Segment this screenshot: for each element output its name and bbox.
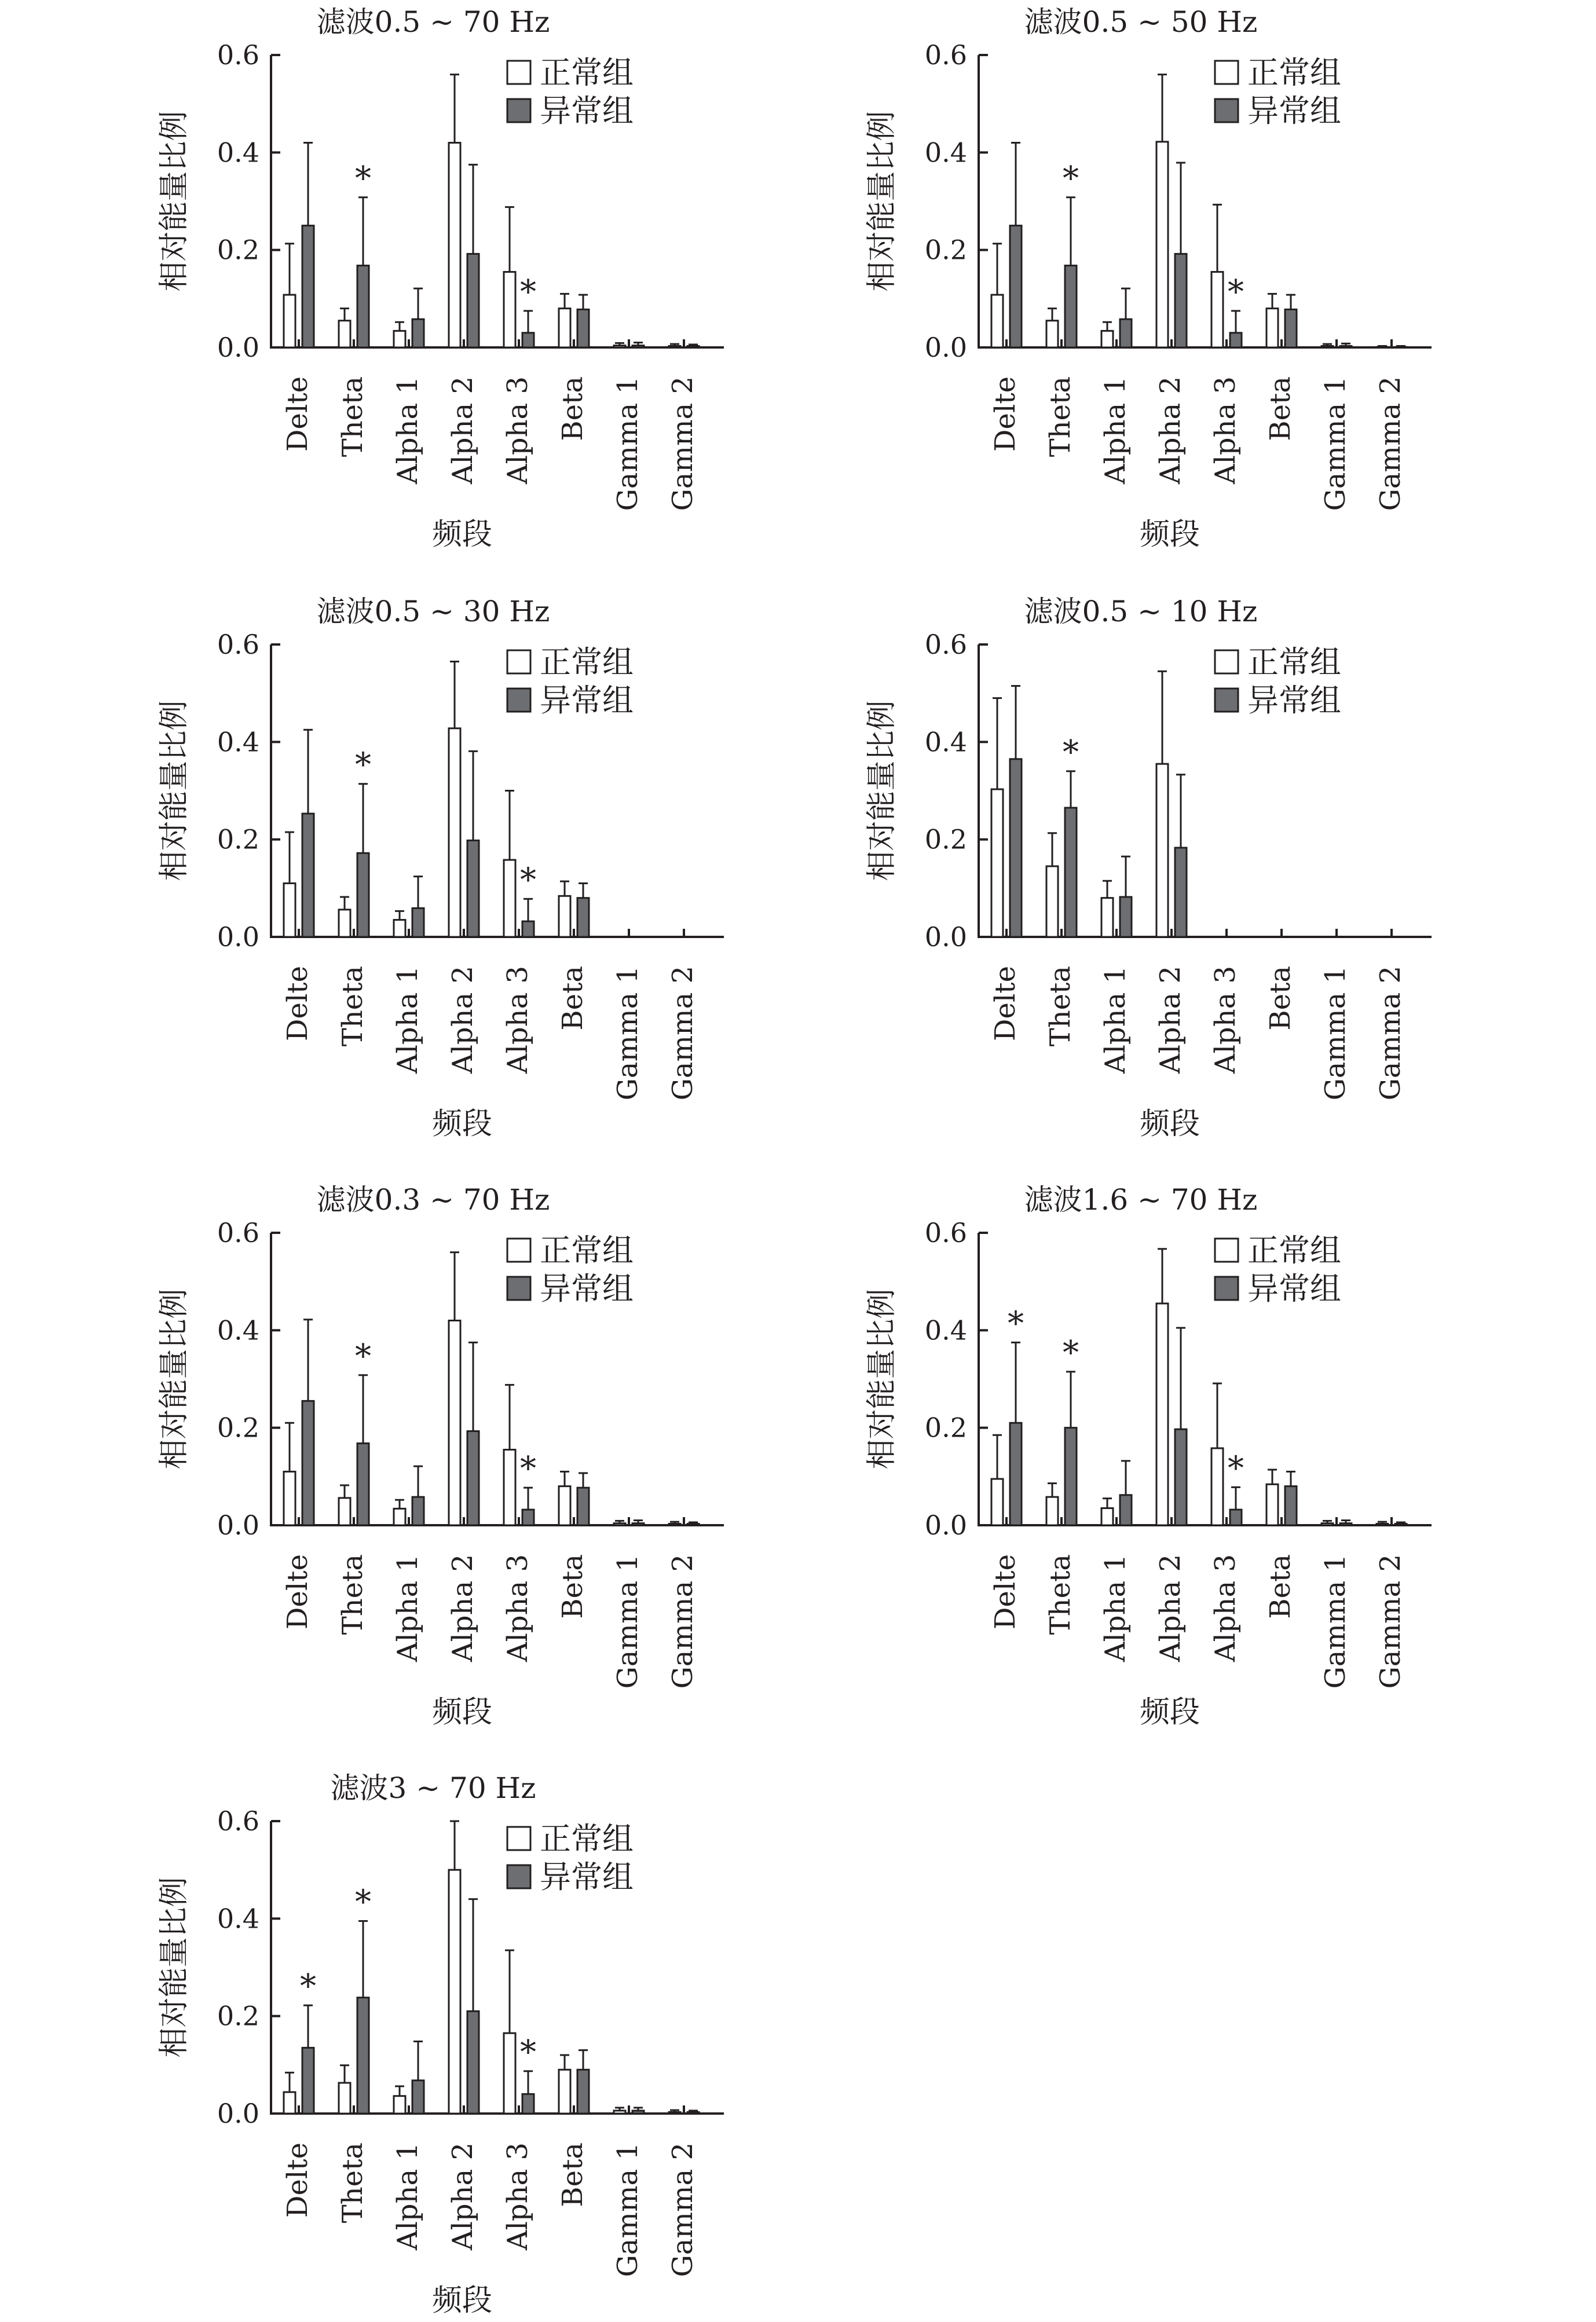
significance-star: * bbox=[520, 273, 536, 311]
significance-star: * bbox=[1228, 1449, 1244, 1488]
x-tick-label: Beta bbox=[557, 2142, 589, 2207]
x-tick-label: Beta bbox=[557, 376, 589, 441]
y-tick-label: 0.0 bbox=[924, 1510, 967, 1541]
x-tick-label: Alpha 3 bbox=[1209, 1554, 1242, 1662]
y-tick-label: 0.2 bbox=[217, 1412, 259, 1444]
chart-title: 滤波1.6 ~ 70 Hz bbox=[1024, 1183, 1258, 1217]
legend-label: 正常组 bbox=[540, 1821, 634, 1857]
x-tick-label: Alpha 2 bbox=[446, 2142, 479, 2251]
bar-normal bbox=[284, 2092, 295, 2114]
y-tick-label: 0.4 bbox=[924, 137, 967, 169]
bar-abnormal bbox=[687, 2112, 699, 2114]
bar-abnormal bbox=[1065, 266, 1077, 347]
y-tick-label: 0.0 bbox=[217, 921, 259, 953]
legend-label: 正常组 bbox=[1247, 54, 1341, 91]
y-axis-title: 相对能量比例 bbox=[157, 1877, 192, 2058]
bar-normal bbox=[1156, 142, 1168, 347]
x-axis-title: 频段 bbox=[431, 1695, 493, 1730]
legend-label: 异常组 bbox=[1247, 1270, 1341, 1307]
bar-normal bbox=[394, 920, 405, 937]
legend-swatch-abnormal bbox=[507, 688, 530, 712]
legend-swatch-normal bbox=[507, 1827, 530, 1850]
chart-panel bbox=[157, 1183, 724, 1730]
chart-panel bbox=[865, 595, 1432, 1141]
legend-swatch-abnormal bbox=[507, 1277, 530, 1300]
significance-star: * bbox=[520, 1450, 536, 1488]
x-tick-label: Beta bbox=[1264, 376, 1297, 441]
bar-abnormal bbox=[522, 1510, 534, 1525]
y-tick-label: 0.0 bbox=[924, 332, 967, 363]
x-axis-title: 频段 bbox=[431, 2283, 493, 2318]
y-tick-label: 0.2 bbox=[217, 2000, 259, 2032]
x-tick-label: Beta bbox=[557, 966, 589, 1031]
bar-normal bbox=[1156, 1303, 1168, 1525]
legend-swatch-normal bbox=[1215, 1239, 1238, 1262]
significance-star: * bbox=[355, 1883, 371, 1921]
significance-star: * bbox=[355, 159, 371, 197]
legend-swatch-normal bbox=[1215, 61, 1238, 84]
legend-label: 异常组 bbox=[1247, 93, 1341, 129]
x-tick-label: Gamma 2 bbox=[1374, 1554, 1407, 1689]
y-tick-label: 0.0 bbox=[217, 332, 259, 363]
x-tick-label: Gamma 1 bbox=[1319, 376, 1352, 511]
bar-abnormal bbox=[1120, 897, 1132, 937]
bar-normal bbox=[669, 1523, 680, 1525]
chart-title: 滤波0.5 ~ 10 Hz bbox=[1024, 595, 1258, 628]
bar-normal bbox=[394, 1508, 405, 1525]
y-tick-label: 0.4 bbox=[217, 1903, 259, 1935]
bar-abnormal bbox=[1175, 254, 1187, 347]
x-tick-label: Gamma 2 bbox=[1374, 376, 1407, 511]
bar-abnormal bbox=[632, 2111, 644, 2114]
bar-normal bbox=[504, 1450, 515, 1525]
bar-abnormal bbox=[467, 840, 479, 937]
bar-normal bbox=[1046, 321, 1058, 347]
bar-abnormal bbox=[412, 908, 424, 937]
y-tick-label: 0.4 bbox=[924, 726, 967, 758]
chart-title: 滤波0.3 ~ 70 Hz bbox=[316, 1183, 550, 1217]
x-tick-label: Alpha 1 bbox=[391, 1554, 424, 1662]
bar-normal bbox=[614, 346, 625, 347]
significance-star: * bbox=[355, 746, 371, 784]
y-tick-label: 0.6 bbox=[924, 1217, 967, 1248]
x-tick-label: Gamma 1 bbox=[612, 2142, 644, 2277]
y-tick-label: 0.0 bbox=[924, 921, 967, 953]
bar-abnormal bbox=[1065, 1428, 1077, 1525]
legend-label: 异常组 bbox=[1247, 682, 1341, 719]
bar-abnormal bbox=[632, 1523, 644, 1525]
bar-abnormal bbox=[632, 346, 644, 347]
y-tick-label: 0.0 bbox=[217, 1510, 259, 1541]
y-tick-label: 0.0 bbox=[217, 2098, 259, 2129]
bar-normal bbox=[669, 2112, 680, 2114]
bar-abnormal bbox=[1175, 1429, 1187, 1525]
significance-star: * bbox=[1063, 733, 1079, 771]
significance-star: * bbox=[1063, 1334, 1079, 1372]
x-tick-label: Alpha 1 bbox=[391, 376, 424, 485]
bar-normal bbox=[991, 789, 1003, 937]
y-tick-label: 0.4 bbox=[924, 1314, 967, 1346]
x-tick-label: Alpha 3 bbox=[1209, 376, 1242, 485]
x-tick-label: Alpha 3 bbox=[502, 966, 534, 1074]
bar-abnormal bbox=[357, 853, 369, 937]
bar-abnormal bbox=[1065, 808, 1077, 937]
legend-label: 正常组 bbox=[540, 1232, 634, 1269]
bar-abnormal bbox=[357, 266, 369, 347]
legend-swatch-normal bbox=[507, 1239, 530, 1262]
bar-abnormal bbox=[412, 1497, 424, 1525]
bar-normal bbox=[449, 728, 460, 937]
significance-star: * bbox=[300, 1968, 316, 2006]
x-tick-label: Alpha 3 bbox=[502, 1554, 534, 1662]
bar-normal bbox=[1101, 331, 1113, 347]
significance-star: * bbox=[520, 2033, 536, 2071]
x-tick-label: Gamma 2 bbox=[667, 1554, 699, 1689]
bar-abnormal bbox=[412, 319, 424, 347]
y-tick-label: 0.2 bbox=[924, 823, 967, 855]
bar-normal bbox=[339, 1498, 350, 1525]
bar-normal bbox=[1322, 1523, 1333, 1525]
y-axis-title: 相对能量比例 bbox=[865, 700, 899, 881]
bar-normal bbox=[1101, 1508, 1113, 1525]
x-tick-label: Alpha 2 bbox=[1154, 376, 1187, 485]
bar-normal bbox=[284, 295, 295, 347]
bar-normal bbox=[1211, 272, 1223, 347]
chart-title: 滤波0.5 ~ 70 Hz bbox=[316, 5, 550, 39]
x-tick-label: Alpha 3 bbox=[502, 376, 534, 485]
bar-abnormal bbox=[1395, 1523, 1407, 1525]
y-tick-label: 0.2 bbox=[924, 1412, 967, 1444]
legend-swatch-normal bbox=[507, 650, 530, 673]
x-tick-label: Gamma 1 bbox=[612, 376, 644, 511]
bar-normal bbox=[559, 309, 570, 347]
y-axis-title: 相对能量比例 bbox=[157, 1288, 192, 1470]
bar-normal bbox=[614, 1523, 625, 1525]
bar-normal bbox=[1046, 1497, 1058, 1525]
x-tick-label: Beta bbox=[557, 1554, 589, 1619]
bar-abnormal bbox=[302, 2048, 314, 2114]
bar-abnormal bbox=[1010, 1423, 1022, 1525]
bar-abnormal bbox=[522, 2094, 534, 2114]
bar-normal bbox=[449, 1321, 460, 1526]
y-axis-title: 相对能量比例 bbox=[865, 111, 899, 292]
legend-label: 正常组 bbox=[540, 54, 634, 91]
bar-normal bbox=[504, 2033, 515, 2114]
bar-abnormal bbox=[1010, 226, 1022, 347]
x-tick-label: Gamma 2 bbox=[1374, 966, 1407, 1101]
significance-star: * bbox=[520, 861, 536, 899]
bar-normal bbox=[394, 331, 405, 347]
x-tick-label: Delte bbox=[281, 2142, 314, 2218]
bar-abnormal bbox=[687, 1523, 699, 1525]
x-tick-label: Theta bbox=[1044, 1554, 1077, 1635]
x-tick-label: Delte bbox=[281, 376, 314, 452]
chart-panel bbox=[865, 5, 1432, 552]
x-tick-label: Theta bbox=[336, 376, 369, 457]
x-tick-label: Beta bbox=[1264, 966, 1297, 1031]
bar-normal bbox=[449, 143, 460, 348]
x-tick-label: Alpha 1 bbox=[1099, 376, 1132, 485]
x-tick-label: Gamma 1 bbox=[1319, 966, 1352, 1101]
bar-abnormal bbox=[577, 1488, 589, 1525]
bar-normal bbox=[339, 2083, 350, 2114]
bar-normal bbox=[559, 896, 570, 937]
legend-label: 异常组 bbox=[540, 1270, 634, 1307]
bar-normal bbox=[1156, 764, 1168, 937]
x-tick-label: Alpha 3 bbox=[1209, 966, 1242, 1074]
significance-star: * bbox=[1008, 1305, 1024, 1343]
bar-normal bbox=[339, 321, 350, 347]
legend-label: 异常组 bbox=[540, 1859, 634, 1895]
bar-abnormal bbox=[467, 1431, 479, 1525]
legend-swatch-abnormal bbox=[1215, 99, 1238, 122]
legend-swatch-abnormal bbox=[507, 1865, 530, 1888]
bar-abnormal bbox=[1120, 1495, 1132, 1525]
bar-normal bbox=[614, 2111, 625, 2114]
bar-abnormal bbox=[687, 346, 699, 347]
bar-abnormal bbox=[357, 1998, 369, 2114]
bar-normal bbox=[284, 1471, 295, 1525]
bar-abnormal bbox=[1230, 1510, 1242, 1525]
bar-abnormal bbox=[1285, 309, 1297, 347]
legend-label: 正常组 bbox=[1247, 1232, 1341, 1269]
x-tick-label: Theta bbox=[336, 2142, 369, 2224]
bar-abnormal bbox=[1340, 346, 1352, 347]
x-tick-label: Theta bbox=[336, 1554, 369, 1635]
bar-normal bbox=[394, 2096, 405, 2114]
bar-normal bbox=[449, 1870, 460, 2114]
bar-abnormal bbox=[1285, 1486, 1297, 1525]
chart-title: 滤波3 ~ 70 Hz bbox=[330, 1771, 536, 1805]
bar-abnormal bbox=[302, 226, 314, 347]
bar-normal bbox=[1046, 866, 1058, 937]
y-tick-label: 0.2 bbox=[217, 823, 259, 855]
x-axis-title: 频段 bbox=[431, 517, 493, 552]
y-tick-label: 0.6 bbox=[217, 1217, 259, 1248]
y-tick-label: 0.6 bbox=[217, 39, 259, 71]
bar-normal bbox=[559, 1486, 570, 1525]
chart-panel bbox=[157, 595, 724, 1141]
y-tick-label: 0.4 bbox=[217, 137, 259, 169]
y-axis-title: 相对能量比例 bbox=[865, 1288, 899, 1470]
x-axis-title: 频段 bbox=[1139, 1107, 1200, 1141]
significance-star: * bbox=[1063, 159, 1079, 197]
x-tick-label: Alpha 2 bbox=[446, 1554, 479, 1662]
y-tick-label: 0.6 bbox=[217, 629, 259, 660]
legend-label: 正常组 bbox=[1247, 644, 1341, 680]
bar-abnormal bbox=[1120, 319, 1132, 347]
x-axis-title: 频段 bbox=[431, 1107, 493, 1141]
x-tick-label: Delte bbox=[281, 966, 314, 1041]
bar-normal bbox=[1211, 1448, 1223, 1525]
bar-abnormal bbox=[1340, 1523, 1352, 1525]
x-tick-label: Gamma 1 bbox=[612, 1554, 644, 1689]
bar-abnormal bbox=[1230, 333, 1242, 347]
bar-normal bbox=[284, 883, 295, 937]
bar-normal bbox=[339, 910, 350, 937]
x-axis-title: 频段 bbox=[1139, 1695, 1200, 1730]
y-tick-label: 0.2 bbox=[924, 234, 967, 266]
bar-normal bbox=[504, 860, 515, 937]
x-tick-label: Gamma 2 bbox=[667, 2142, 699, 2277]
bar-abnormal bbox=[577, 2070, 589, 2114]
x-axis-title: 频段 bbox=[1139, 517, 1200, 552]
legend-swatch-normal bbox=[507, 61, 530, 84]
x-tick-label: Alpha 3 bbox=[502, 2142, 534, 2251]
legend-swatch-abnormal bbox=[1215, 1277, 1238, 1300]
bar-abnormal bbox=[522, 921, 534, 937]
x-tick-label: Delte bbox=[989, 376, 1022, 452]
bar-abnormal bbox=[1010, 759, 1022, 937]
significance-star: * bbox=[355, 1337, 371, 1375]
x-tick-label: Delte bbox=[281, 1554, 314, 1629]
bar-normal bbox=[991, 1479, 1003, 1525]
chart-panel bbox=[157, 1771, 724, 2318]
legend-swatch-abnormal bbox=[507, 99, 530, 122]
bar-normal bbox=[1266, 1484, 1278, 1525]
y-tick-label: 0.6 bbox=[217, 1805, 259, 1837]
x-tick-label: Alpha 1 bbox=[1099, 1554, 1132, 1662]
y-axis-title: 相对能量比例 bbox=[157, 700, 192, 881]
x-tick-label: Alpha 1 bbox=[1099, 966, 1132, 1074]
bar-abnormal bbox=[577, 898, 589, 937]
x-tick-label: Gamma 1 bbox=[1319, 1554, 1352, 1689]
bar-abnormal bbox=[302, 814, 314, 937]
bar-abnormal bbox=[1175, 848, 1187, 937]
x-tick-label: Delte bbox=[989, 1554, 1022, 1629]
bar-normal bbox=[669, 346, 680, 347]
x-tick-label: Theta bbox=[336, 966, 369, 1047]
bar-abnormal bbox=[467, 2011, 479, 2114]
y-tick-label: 0.4 bbox=[217, 1314, 259, 1346]
x-tick-label: Gamma 1 bbox=[612, 966, 644, 1101]
y-axis-title: 相对能量比例 bbox=[157, 111, 192, 292]
bar-abnormal bbox=[522, 333, 534, 347]
bar-abnormal bbox=[357, 1444, 369, 1525]
bar-normal bbox=[1322, 346, 1333, 347]
legend-label: 正常组 bbox=[540, 644, 634, 680]
bar-normal bbox=[504, 272, 515, 347]
bar-abnormal bbox=[577, 309, 589, 347]
bar-normal bbox=[1101, 898, 1113, 937]
y-tick-label: 0.6 bbox=[924, 629, 967, 660]
bar-normal bbox=[1377, 1523, 1388, 1525]
chart-title: 滤波0.5 ~ 50 Hz bbox=[1024, 5, 1258, 39]
legend-label: 异常组 bbox=[540, 682, 634, 719]
x-tick-label: Gamma 2 bbox=[667, 376, 699, 511]
x-tick-label: Theta bbox=[1044, 966, 1077, 1047]
bar-normal bbox=[1266, 309, 1278, 347]
legend-label: 异常组 bbox=[540, 93, 634, 129]
y-tick-label: 0.2 bbox=[217, 234, 259, 266]
x-tick-label: Alpha 2 bbox=[446, 376, 479, 485]
x-tick-label: Alpha 2 bbox=[1154, 966, 1187, 1074]
bar-normal bbox=[991, 295, 1003, 347]
chart-panel bbox=[157, 5, 724, 552]
x-tick-label: Alpha 2 bbox=[1154, 1554, 1187, 1662]
y-tick-label: 0.6 bbox=[924, 39, 967, 71]
chart-panel bbox=[865, 1183, 1432, 1730]
bar-abnormal bbox=[467, 254, 479, 347]
x-tick-label: Delte bbox=[989, 966, 1022, 1041]
bar-normal bbox=[559, 2070, 570, 2114]
bar-abnormal bbox=[412, 2081, 424, 2114]
legend-swatch-abnormal bbox=[1215, 688, 1238, 712]
x-tick-label: Alpha 1 bbox=[391, 966, 424, 1074]
chart-title: 滤波0.5 ~ 30 Hz bbox=[316, 595, 550, 628]
legend-swatch-normal bbox=[1215, 650, 1238, 673]
significance-star: * bbox=[1228, 273, 1244, 311]
x-tick-label: Theta bbox=[1044, 376, 1077, 457]
x-tick-label: Alpha 1 bbox=[391, 2142, 424, 2251]
x-tick-label: Alpha 2 bbox=[446, 966, 479, 1074]
x-tick-label: Gamma 2 bbox=[667, 966, 699, 1101]
y-tick-label: 0.4 bbox=[217, 726, 259, 758]
x-tick-label: Beta bbox=[1264, 1554, 1297, 1619]
bar-abnormal bbox=[302, 1401, 314, 1525]
